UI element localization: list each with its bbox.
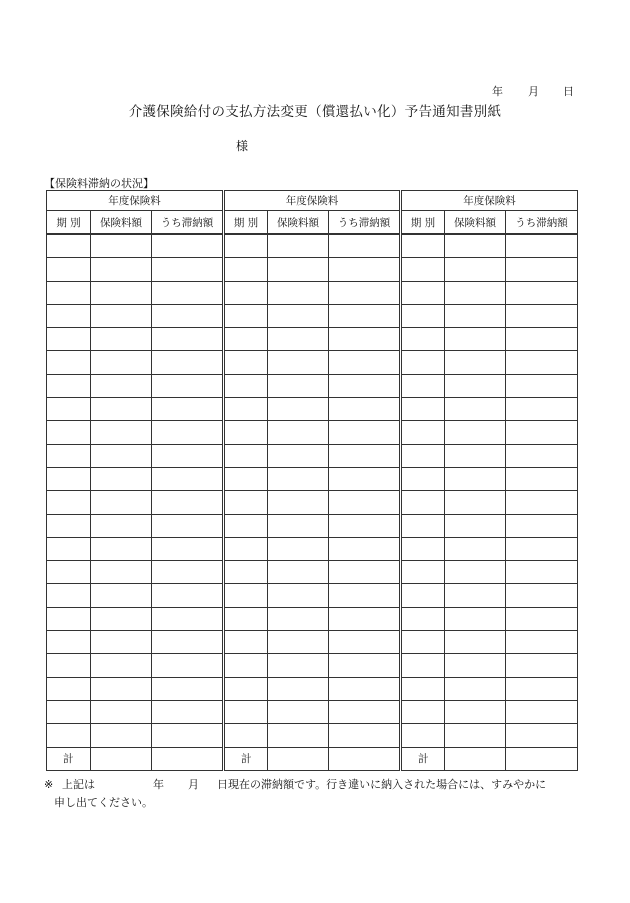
table-row — [47, 491, 578, 514]
table-cell — [401, 631, 445, 654]
table-cell — [445, 421, 506, 444]
table-cell — [401, 491, 445, 514]
total-cell — [329, 747, 401, 770]
table-cell — [91, 654, 152, 677]
table-cell — [152, 631, 224, 654]
table-cell — [401, 281, 445, 304]
table-cell — [91, 537, 152, 560]
table-cell — [91, 514, 152, 537]
table-cell — [329, 398, 401, 421]
table-cell — [224, 724, 268, 747]
footnote-line-2: 申し出てください。 — [54, 796, 153, 809]
table-cell — [224, 561, 268, 584]
table-row — [47, 351, 578, 374]
table-cell — [268, 234, 329, 258]
table-cell — [445, 351, 506, 374]
table-cell — [152, 328, 224, 351]
table-cell — [91, 234, 152, 258]
table-cell — [224, 234, 268, 258]
table-row — [47, 258, 578, 281]
premium-amount-header-3: 保険料額 — [445, 211, 506, 235]
table-row — [47, 467, 578, 490]
table-cell — [224, 467, 268, 490]
table-cell — [224, 584, 268, 607]
table-cell — [329, 514, 401, 537]
table-cell — [91, 677, 152, 700]
date-day-label: 日 — [563, 85, 574, 98]
footnote — [44, 776, 604, 812]
table-cell — [506, 584, 578, 607]
table-cell — [152, 561, 224, 584]
group-header-row — [47, 191, 578, 211]
table-cell — [268, 328, 329, 351]
table-cell — [445, 584, 506, 607]
table-cell — [445, 700, 506, 723]
table-cell — [152, 584, 224, 607]
table-cell — [152, 514, 224, 537]
table-cell — [152, 467, 224, 490]
table-row — [47, 421, 578, 444]
table-cell — [47, 234, 91, 258]
table-cell — [47, 328, 91, 351]
table-cell — [91, 281, 152, 304]
table-cell — [268, 374, 329, 397]
table-cell — [445, 328, 506, 351]
table-cell — [329, 491, 401, 514]
table-cell — [152, 607, 224, 630]
table-cell — [329, 328, 401, 351]
table-cell — [506, 258, 578, 281]
table-cell — [268, 561, 329, 584]
table-cell — [224, 537, 268, 560]
table-cell — [91, 561, 152, 584]
table-row — [47, 444, 578, 467]
table-cell — [401, 421, 445, 444]
table-cell — [91, 584, 152, 607]
table-cell — [445, 537, 506, 560]
table-cell — [91, 700, 152, 723]
period-header-1: 期 別 — [47, 211, 91, 235]
table-cell — [268, 398, 329, 421]
table-row — [47, 514, 578, 537]
table-cell — [445, 398, 506, 421]
table-cell — [506, 234, 578, 258]
table-cell — [506, 654, 578, 677]
period-header-2: 期 別 — [224, 211, 268, 235]
table-row — [47, 724, 578, 747]
table-cell — [506, 537, 578, 560]
table-row — [47, 537, 578, 560]
table-cell — [47, 584, 91, 607]
table-cell — [329, 537, 401, 560]
table-cell — [91, 631, 152, 654]
table-cell — [47, 677, 91, 700]
table-cell — [445, 724, 506, 747]
table-cell — [506, 398, 578, 421]
table-cell — [47, 514, 91, 537]
table-cell — [401, 677, 445, 700]
table-cell — [401, 234, 445, 258]
table-cell — [401, 374, 445, 397]
table-cell — [329, 444, 401, 467]
period-header-3: 期 別 — [401, 211, 445, 235]
table-cell — [268, 444, 329, 467]
table-cell — [224, 491, 268, 514]
table-cell — [91, 724, 152, 747]
table-cell — [152, 258, 224, 281]
total-cell — [445, 747, 506, 770]
arrears-table-container — [46, 190, 578, 771]
table-cell — [329, 281, 401, 304]
table-cell — [445, 281, 506, 304]
table-row — [47, 631, 578, 654]
table-cell — [152, 351, 224, 374]
table-cell — [401, 561, 445, 584]
table-cell — [506, 444, 578, 467]
table-cell — [268, 724, 329, 747]
table-cell — [224, 654, 268, 677]
table-cell — [47, 421, 91, 444]
table-cell — [268, 467, 329, 490]
table-row — [47, 398, 578, 421]
table-cell — [401, 351, 445, 374]
table-cell — [329, 351, 401, 374]
table-cell — [445, 514, 506, 537]
arrears-amount-header-1: うち滞納額 — [152, 211, 224, 235]
table-cell — [224, 328, 268, 351]
table-cell — [47, 491, 91, 514]
table-cell — [224, 514, 268, 537]
table-cell — [329, 304, 401, 327]
table-cell — [401, 258, 445, 281]
table-cell — [47, 607, 91, 630]
table-cell — [506, 328, 578, 351]
table-cell — [506, 491, 578, 514]
table-cell — [152, 491, 224, 514]
table-cell — [401, 724, 445, 747]
table-cell — [152, 421, 224, 444]
table-row — [47, 374, 578, 397]
table-cell — [268, 677, 329, 700]
table-cell — [224, 700, 268, 723]
table-cell — [268, 304, 329, 327]
table-cell — [268, 281, 329, 304]
premium-amount-header-1: 保険料額 — [91, 211, 152, 235]
table-row — [47, 561, 578, 584]
table-cell — [445, 677, 506, 700]
table-cell — [329, 584, 401, 607]
table-cell — [152, 700, 224, 723]
table-cell — [506, 607, 578, 630]
table-cell — [506, 631, 578, 654]
arrears-amount-header-2: うち滞納額 — [329, 211, 401, 235]
table-cell — [401, 328, 445, 351]
table-cell — [47, 467, 91, 490]
arrears-table — [46, 190, 578, 771]
table-cell — [224, 421, 268, 444]
table-cell — [506, 677, 578, 700]
group-header-fiscal-year-3: 年度保険料 — [401, 191, 578, 211]
table-cell — [224, 631, 268, 654]
table-cell — [329, 258, 401, 281]
table-cell — [152, 304, 224, 327]
table-cell — [47, 374, 91, 397]
table-cell — [506, 281, 578, 304]
table-cell — [47, 631, 91, 654]
table-cell — [152, 677, 224, 700]
table-cell — [224, 281, 268, 304]
table-row — [47, 700, 578, 723]
arrears-amount-header-3: うち滞納額 — [506, 211, 578, 235]
table-row — [47, 607, 578, 630]
table-cell — [152, 537, 224, 560]
total-cell — [268, 747, 329, 770]
table-cell — [91, 351, 152, 374]
total-label-1: 計 — [47, 747, 91, 770]
table-cell — [401, 514, 445, 537]
table-cell — [506, 351, 578, 374]
table-cell — [91, 444, 152, 467]
document-title: 介護保険給付の支払方法変更（償還払い化）予告通知書別紙 — [128, 104, 502, 120]
table-cell — [47, 281, 91, 304]
premium-amount-header-2: 保険料額 — [268, 211, 329, 235]
total-row — [47, 747, 578, 770]
table-cell — [47, 444, 91, 467]
table-cell — [329, 677, 401, 700]
total-cell — [91, 747, 152, 770]
table-cell — [268, 491, 329, 514]
table-cell — [47, 351, 91, 374]
table-cell — [224, 351, 268, 374]
table-cell — [506, 374, 578, 397]
table-cell — [91, 398, 152, 421]
table-cell — [91, 421, 152, 444]
table-cell — [329, 421, 401, 444]
table-cell — [268, 258, 329, 281]
table-cell — [268, 607, 329, 630]
table-cell — [401, 607, 445, 630]
table-cell — [268, 584, 329, 607]
column-header-row — [47, 211, 578, 235]
table-cell — [91, 304, 152, 327]
footnote-mark: ※ — [44, 778, 54, 791]
table-cell — [329, 607, 401, 630]
table-cell — [329, 700, 401, 723]
table-cell — [91, 374, 152, 397]
table-cell — [506, 700, 578, 723]
date-month-label: 月 — [528, 85, 539, 98]
table-cell — [224, 374, 268, 397]
table-cell — [445, 374, 506, 397]
footnote-text-rest: 日現在の滞納額です。行き違いに納入された場合には、すみやかに — [217, 778, 547, 791]
table-cell — [224, 258, 268, 281]
table-row — [47, 304, 578, 327]
table-cell — [401, 700, 445, 723]
table-cell — [445, 631, 506, 654]
total-cell — [152, 747, 224, 770]
table-cell — [329, 654, 401, 677]
table-cell — [329, 467, 401, 490]
table-cell — [506, 467, 578, 490]
table-row — [47, 281, 578, 304]
table-cell — [268, 631, 329, 654]
table-cell — [268, 654, 329, 677]
table-cell — [506, 421, 578, 444]
total-label-2: 計 — [224, 747, 268, 770]
table-cell — [47, 700, 91, 723]
addressee-suffix: 様 — [236, 139, 249, 153]
table-row — [47, 654, 578, 677]
table-cell — [152, 398, 224, 421]
table-cell — [401, 537, 445, 560]
table-cell — [47, 398, 91, 421]
date-year-label: 年 — [492, 85, 503, 98]
table-cell — [401, 304, 445, 327]
table-cell — [91, 258, 152, 281]
table-cell — [445, 304, 506, 327]
table-cell — [268, 514, 329, 537]
table-cell — [91, 607, 152, 630]
table-cell — [152, 724, 224, 747]
table-cell — [47, 654, 91, 677]
table-cell — [445, 258, 506, 281]
table-row — [47, 584, 578, 607]
table-cell — [224, 444, 268, 467]
table-cell — [445, 491, 506, 514]
table-cell — [268, 700, 329, 723]
table-cell — [224, 398, 268, 421]
table-cell — [224, 607, 268, 630]
table-cell — [152, 374, 224, 397]
table-cell — [152, 654, 224, 677]
table-cell — [91, 328, 152, 351]
table-cell — [401, 398, 445, 421]
table-cell — [329, 561, 401, 584]
table-cell — [445, 234, 506, 258]
table-cell — [506, 304, 578, 327]
table-cell — [506, 561, 578, 584]
table-cell — [506, 724, 578, 747]
section-heading: 【保険料滞納の状況】 — [44, 177, 154, 190]
table-cell — [401, 444, 445, 467]
table-cell — [47, 561, 91, 584]
table-cell — [401, 467, 445, 490]
table-cell — [47, 537, 91, 560]
table-cell — [91, 467, 152, 490]
group-header-fiscal-year-1: 年度保険料 — [47, 191, 224, 211]
table-cell — [268, 537, 329, 560]
table-cell — [329, 374, 401, 397]
table-cell — [329, 631, 401, 654]
table-row — [47, 234, 578, 258]
footnote-month-label: 月 — [188, 778, 199, 791]
table-cell — [445, 607, 506, 630]
table-cell — [224, 677, 268, 700]
table-cell — [47, 724, 91, 747]
table-cell — [152, 444, 224, 467]
table-cell — [445, 467, 506, 490]
total-label-3: 計 — [401, 747, 445, 770]
table-cell — [47, 304, 91, 327]
table-cell — [268, 421, 329, 444]
group-header-fiscal-year-2: 年度保険料 — [224, 191, 401, 211]
table-cell — [329, 234, 401, 258]
table-cell — [152, 234, 224, 258]
table-cell — [445, 444, 506, 467]
table-row — [47, 677, 578, 700]
table-cell — [224, 304, 268, 327]
table-cell — [91, 491, 152, 514]
table-cell — [47, 258, 91, 281]
table-cell — [268, 351, 329, 374]
table-cell — [152, 281, 224, 304]
table-cell — [401, 584, 445, 607]
table-cell — [445, 561, 506, 584]
table-cell — [506, 514, 578, 537]
table-cell — [445, 654, 506, 677]
footnote-text-start: 上記は — [62, 778, 95, 791]
footnote-year-label: 年 — [153, 778, 164, 791]
table-cell — [401, 654, 445, 677]
table-row — [47, 328, 578, 351]
table-cell — [329, 724, 401, 747]
total-cell — [506, 747, 578, 770]
